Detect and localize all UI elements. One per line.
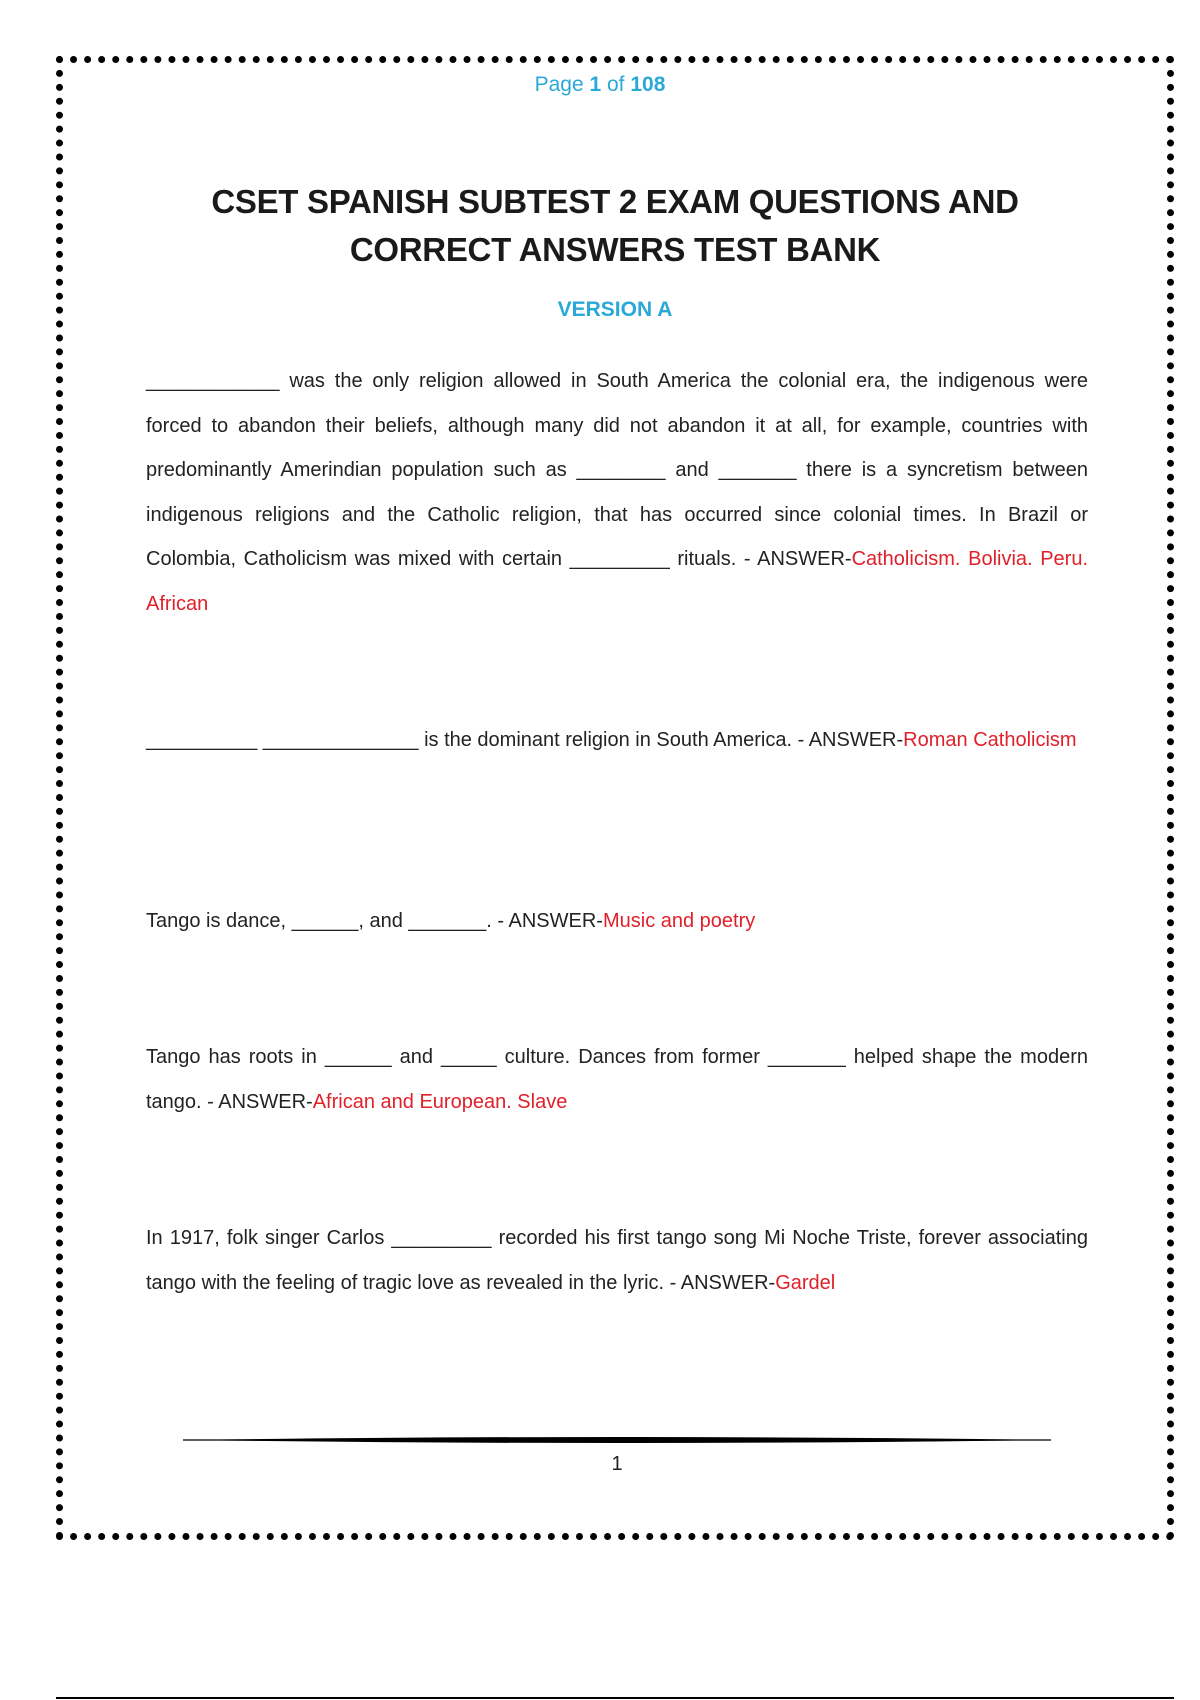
version-label: VERSION A [557,298,673,321]
page-label: Page [534,73,584,96]
question-text: ____________ was the only religion allowed in South America the colonial era, the indigenous were forced to abandon their beliefs, although many did not abandon it at all, for example, countries with predominantly Amerindian population such as ________ and _______ there is a syncretism between indigenous religions and the Catholic religion, that has occurred since colonial times. In Brazil or Colombia, Catholicism was mixed with certain _________ rituals. - ANSWER- [146,370,1088,570]
page-counter [0,73,1200,97]
question-2 [146,718,1088,763]
question-text: Tango is dance, ______, and _______. - ANSWER- [146,910,603,932]
question-text: Tango has roots in ______ and _____ culture. Dances from former _______ helped shape the modern tango. - ANSWER- [146,1046,1088,1113]
next-page-edge [56,1697,1174,1699]
footer-page-number: 1 [611,1453,623,1475]
title-line-1: CSET SPANISH SUBTEST 2 EXAM QUESTIONS AND [211,183,1019,220]
question-3 [146,899,1088,944]
question-4 [146,1035,1088,1124]
footer-divider [183,1436,1051,1444]
answer-text: African and European. Slave [312,1090,568,1113]
question-text: In 1917, folk singer Carlos _________ recorded his first tango song Mi Noche Triste, forever associating tango with the feeling of tragic love as revealed in the lyric. - ANSWER- [146,1227,1088,1294]
answer-text: Roman Catholicism [903,729,1077,751]
title-line-2: CORRECT ANSWERS TEST BANK [349,231,881,268]
page-border [56,56,1174,1540]
answer-text: Gardel [775,1271,836,1294]
question-5 [146,1216,1088,1305]
page-of-label: of [607,73,625,96]
answer-text: Catholicism. Bolivia. Peru. African [146,548,1089,615]
page-total: 108 [630,73,666,96]
page-current: 1 [589,73,602,96]
question-text: __________ ______________ is the dominant religion in South America. - ANSWER- [146,729,904,751]
question-1 [146,359,1088,626]
answer-text: Music and poetry [602,910,756,932]
document-title [120,178,1110,274]
